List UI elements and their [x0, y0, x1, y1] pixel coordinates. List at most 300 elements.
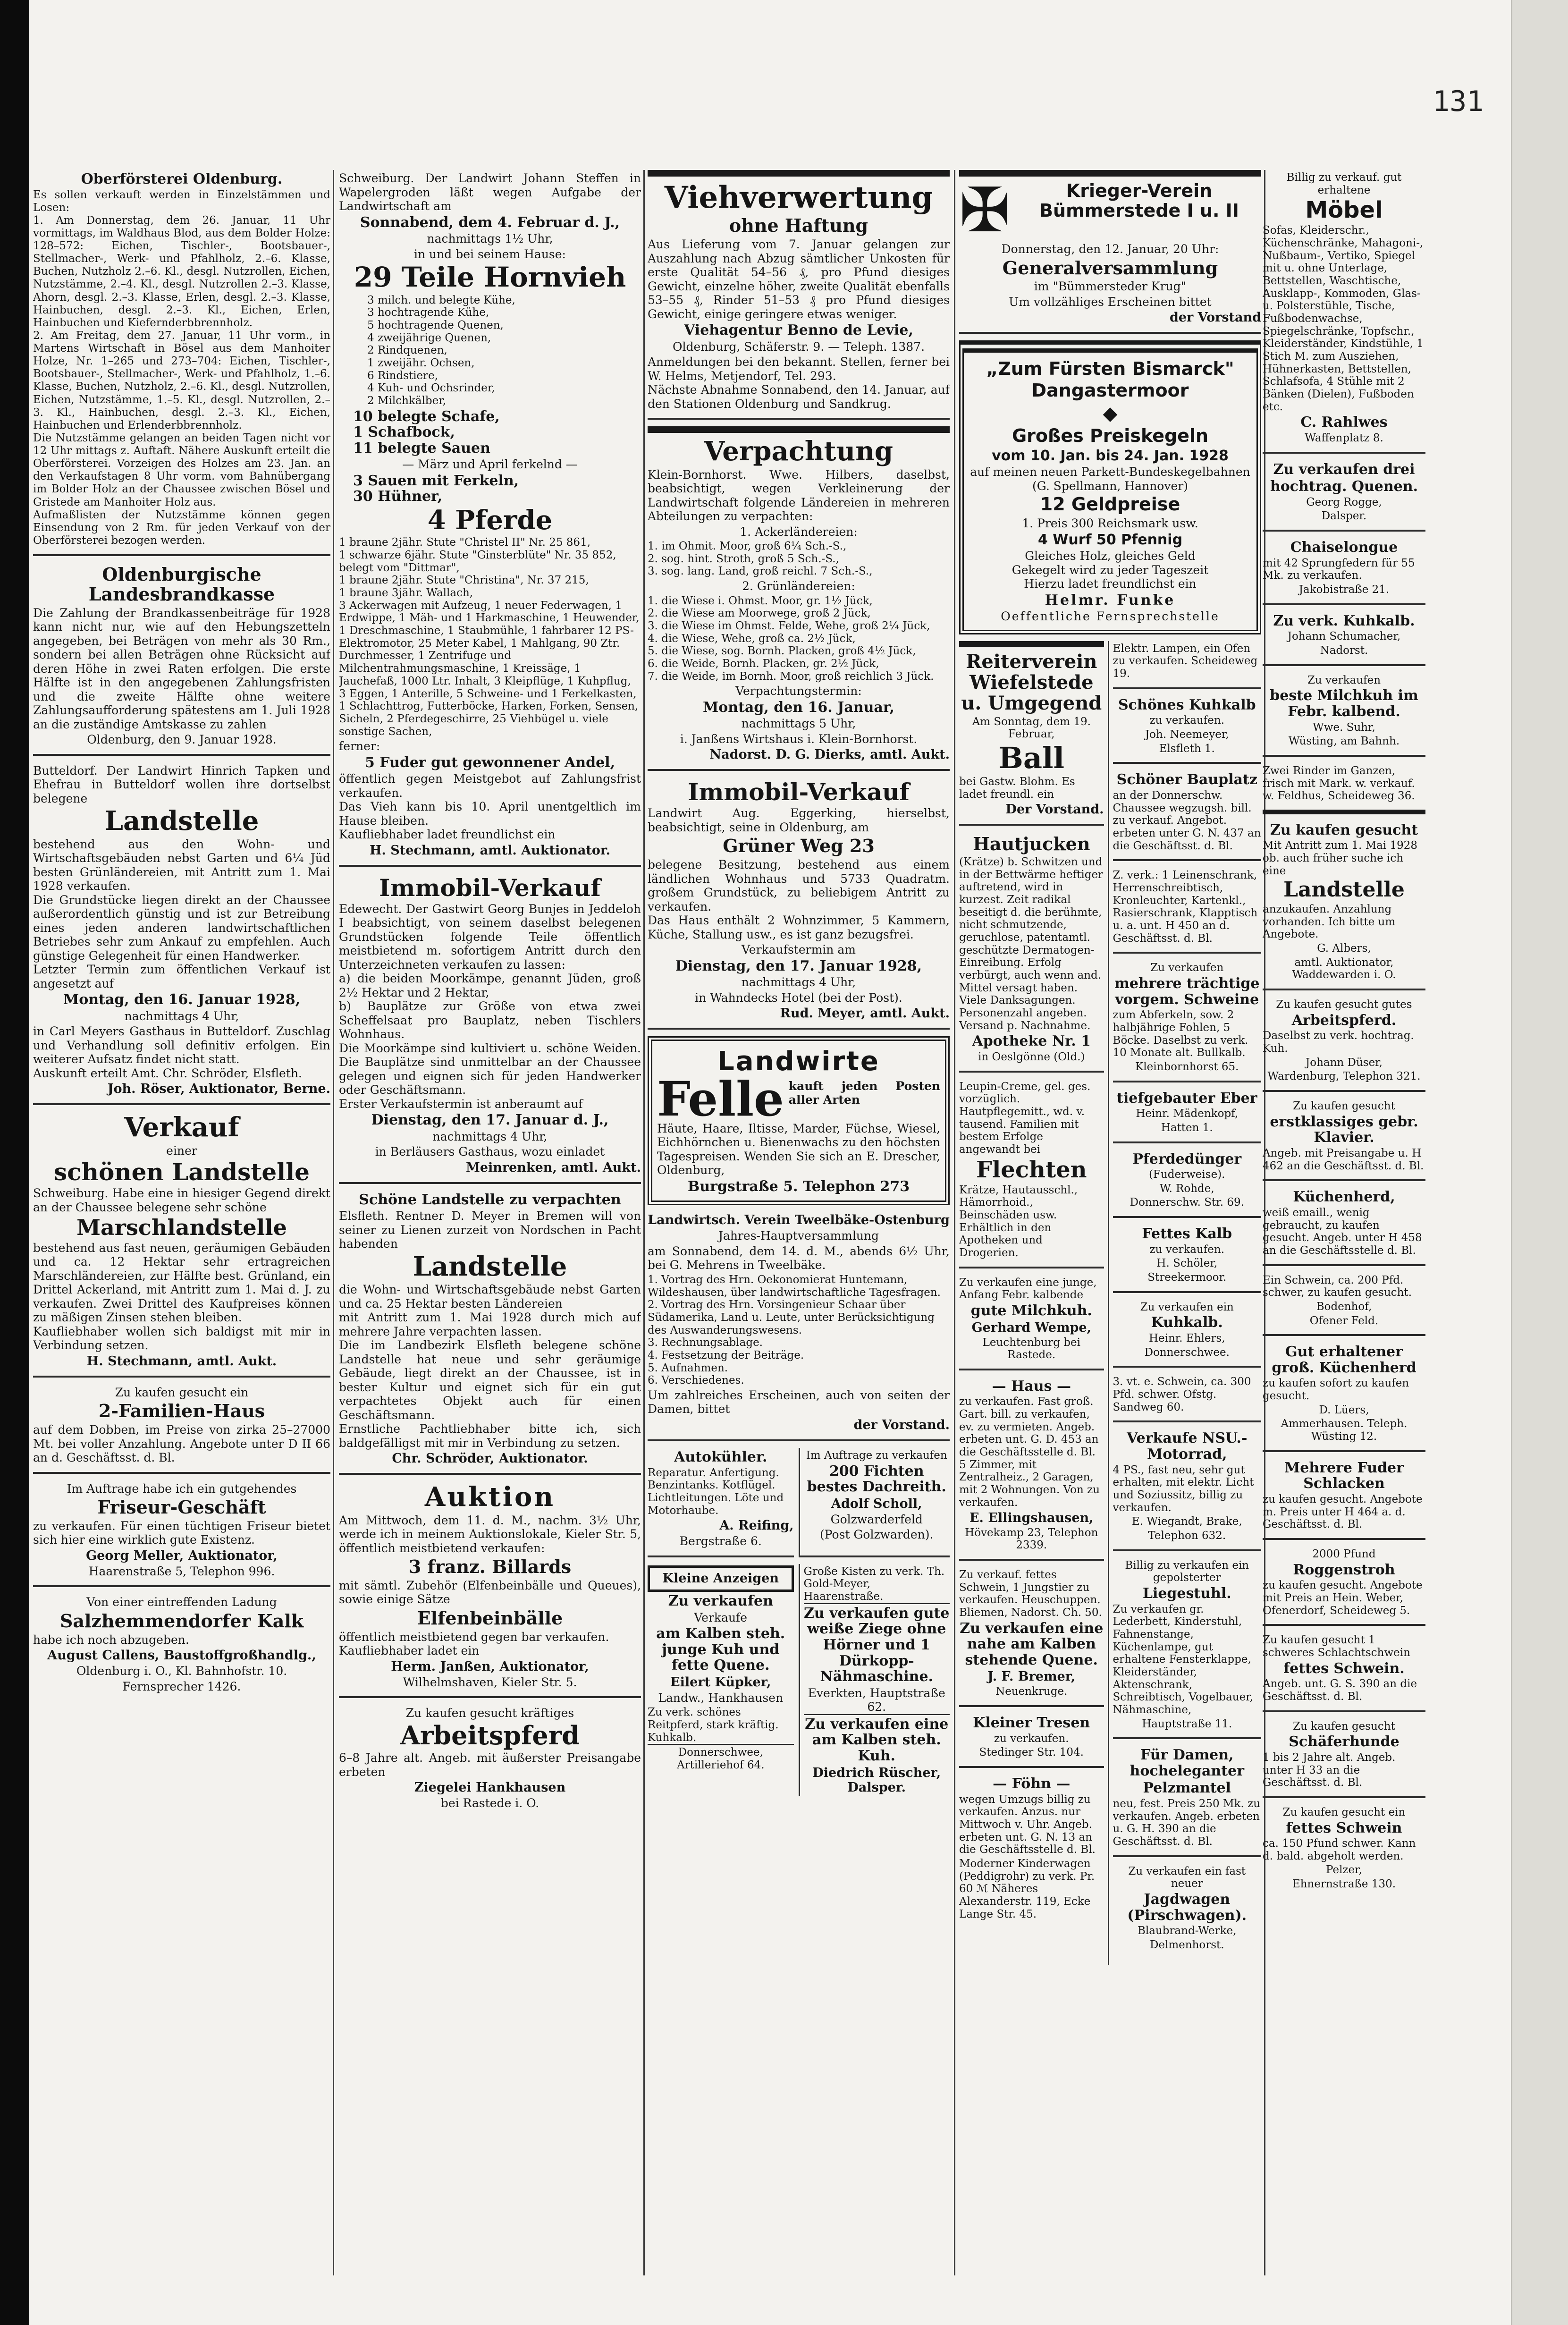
ad-signature: J. F. Bremer,	[987, 1669, 1076, 1684]
ad-signature: Johann Schumacher,	[1287, 630, 1401, 643]
ad-title: fettes Schwein	[1286, 1819, 1402, 1836]
ad-address: Neuenkruge.	[995, 1685, 1068, 1698]
ad-prize3: 4 Wurf 50 Pfennig	[1037, 531, 1183, 548]
ad-items4: 3 Sauen mit Ferkeln, 30 Hühner,	[353, 472, 519, 505]
ad-address: Telephon 632.	[1148, 1529, 1226, 1542]
ad-address2: Donnerschwee, Artilleriehof 64.	[676, 1746, 765, 1772]
ad-address: Hauptstraße 11.	[1142, 1717, 1232, 1730]
ad-leinenschrank	[1113, 868, 1261, 954]
ad-signature: A. Reifing,	[719, 1518, 794, 1533]
ad-title2: Landstelle	[1283, 878, 1405, 902]
ad-body: Aus Lieferung vom 7. Januar gelangen zur Auszahlung nach Abzug sämtlicher Unkosten für erste Qualität 54–56 ₰, pro Pfund diesiges Gewicht, einzelne höher, zweite Qualität ebenfalls 53–55 ₰, Rinder 51–53 ₰ pro Pfund diesiges Gewicht, einige geringere etwas weniger.	[648, 237, 950, 321]
ad-signature: H. Schöler,	[1156, 1257, 1218, 1270]
ad-address: Golzwarderfeld	[830, 1512, 923, 1526]
ad-title: Immobil-Verkauf	[688, 778, 910, 806]
ad-signature: Pelzer,	[1326, 1864, 1362, 1877]
ad-title: Hautjucken	[973, 833, 1090, 855]
ad-title: Schäferhunde	[1289, 1733, 1399, 1750]
ad-body2: Gleiches Holz, gleiches Geld Gekegelt wird zu jeder Tageszeit Hierzu ladet freundlichst ein	[1012, 549, 1209, 591]
ad-body: Um vollzähliges Erscheinen bittet	[1009, 295, 1212, 309]
ad-date: Sonnabend, dem 4. Februar d. J.,	[360, 214, 620, 231]
ad-body: 4 PS., fast neu, sehr gut erhalten, mit elektr. Licht und Soziussitz, billig zu verkaufen.	[1113, 1463, 1254, 1514]
ad-body: zu verkaufen.	[1149, 1243, 1225, 1256]
ad-signature: Johann Düser,	[1306, 1056, 1383, 1069]
ad-title: Pferdedünger	[1132, 1150, 1242, 1167]
ad-signature: Herm. Janßen, Auktionator,	[391, 1659, 589, 1674]
ad-immobil-verkauf	[648, 778, 950, 1030]
ad-body: auf meinen neuen Parkett-Bundeskegelbahnen (G. Spellmann, Hannover)	[970, 465, 1250, 493]
ad-title: tiefgebauter Eber	[1117, 1090, 1257, 1107]
ad-roggenstroh	[1263, 1547, 1425, 1626]
ad-title2: Generalversammlung	[1002, 257, 1218, 279]
ad-intro: Zu verkaufen eine junge, Anfang Febr. kalbende	[959, 1276, 1097, 1302]
ad-place: in Berläusers Gasthaus, wozu einladet	[375, 1145, 605, 1159]
col4-right	[1108, 641, 1261, 1965]
ad-address: Delmenhorst.	[1149, 1938, 1224, 1951]
ad-title3: Marschlandstelle	[76, 1215, 287, 1240]
ad-body2: Anmeldungen bei den bekannt. Stellen, ferner bei W. Helms, Metjendorf, Tel. 293. Nächste Abnahme Sonnabend, den 14. Januar, auf den Stationen Oldenburg und Sandkrug.	[648, 355, 950, 411]
ad-liegestuhl	[1113, 1558, 1261, 1740]
ad-title: Jagdwagen (Pirschwagen).	[1127, 1891, 1247, 1924]
ad-intro: Billig zu verkauf. gut erhaltene	[1286, 171, 1402, 196]
ad-kuechenherd-gross	[1263, 1343, 1425, 1452]
ad-body: öffentlich gegen Meistgebot auf Zahlungsfrist verkaufen. Das Vieh kann bis 10. April unentgeltlich im Hause bleiben. Kaufliebhaber ladet freundlichst ein	[339, 772, 641, 842]
column-rule	[333, 170, 334, 2275]
ad-intro: Zu kaufen gesucht	[1293, 1720, 1395, 1733]
ad-title: Chaiselongue	[1290, 539, 1398, 556]
ad-body: neu, fest. Preis 250 Mk. zu verkaufen. Angeb. erbeten u. G. H. 390 an die Geschäftsst. d. Bl.	[1113, 1798, 1261, 1848]
ad-date: Dienstag, den 17. Januar 1928,	[675, 957, 922, 974]
ad-title: Arbeitspferd.	[1291, 1012, 1397, 1029]
ad-body: bei Gastw. Blohm. Es ladet freundl. ein	[959, 775, 1075, 801]
ad-title2: 4 Pferde	[427, 505, 553, 536]
ad-items3: — März und April ferkelnd —	[402, 457, 578, 472]
iron-cross-icon: ✠	[959, 179, 1011, 241]
ad-body: Am Mittwoch, dem 11. d. M., nachm. 3½ Uhr, werde ich in meinem Auktionslokale, Kieler Str. 5, öffentlich meistbietend verkaufen:	[339, 1513, 641, 1555]
ad-body: zu kaufen sofort zu kaufen gesucht.	[1263, 1377, 1409, 1403]
ad-sub: einer	[166, 1143, 197, 1158]
ad-time: nachmittags 5 Uhr,	[741, 717, 856, 731]
ad-title: — Föhn —	[993, 1775, 1071, 1792]
kleine-left	[648, 1564, 794, 1796]
ad-intro: Butteldorf. Der Landwirt Hinrich Tapken und Ehefrau in Butteldorf wollen ihre dortselbst belegene	[33, 763, 330, 805]
ad-list1-heading: 1. Ackerländereien:	[740, 524, 858, 539]
ad-title: Mehrere Fuder Schlacken	[1284, 1459, 1404, 1492]
ad-friseur	[33, 1480, 330, 1588]
ad-body: mit 42 Sprungfedern für 55 Mk. zu verkaufen.	[1263, 557, 1415, 582]
ad-signature: der Vorstand	[1169, 310, 1261, 325]
ad-address: Waffenplatz 8.	[1305, 431, 1383, 444]
ad-body2: mit sämtl. Zubehör (Elfenbeinbälle und Queues), sowie einige Sätze	[339, 1578, 641, 1606]
ad-bauplatz	[1113, 770, 1261, 861]
ad-signature: Helmr. Funke	[1045, 592, 1176, 609]
ad-intro: Zu verkaufen	[1150, 962, 1224, 974]
ad-title: Zu verk. Kuhkalb.	[1273, 612, 1415, 629]
ad-address: Ofener Feld.	[1309, 1314, 1379, 1327]
ad-kuhkalb2	[1113, 1300, 1261, 1368]
ad-felle	[648, 1036, 950, 1205]
ad-intro: Billig zu verkaufen ein gepolsterter	[1125, 1559, 1249, 1584]
ad-date: Donnerstag, den 12. Januar, 20 Uhr:	[1001, 242, 1219, 256]
ad-address: Everkten, Hauptstraße 62.	[804, 1686, 950, 1715]
ad-place: i. Janßens Wirtshaus i. Klein-Bornhorst.	[680, 732, 918, 746]
ad-signature: Joh. Röser, Auktionator, Berne.	[107, 1082, 330, 1097]
ad-prize2: 1. Preis 300 Reichsmark usw.	[1022, 516, 1198, 531]
ad-kuhkalb-verk	[1263, 612, 1425, 666]
ad-agency: Viehagentur Benno de Levie,	[684, 322, 913, 339]
ad-signature: Eilert Küpker,	[670, 1674, 771, 1690]
ad-tresen	[959, 1714, 1104, 1768]
krieger-head	[959, 179, 1261, 241]
ad-schlacken	[1263, 1459, 1425, 1540]
ad-body: Mit Antritt zum 1. Mai 1928 ob. auch früher suche ich eine	[1263, 839, 1418, 877]
ad-title: — Haus —	[992, 1378, 1071, 1395]
ad-signature: W. Rohde,	[1159, 1182, 1214, 1195]
page-edge-right	[1511, 0, 1568, 2325]
ad-motorrad	[1113, 1429, 1261, 1551]
ad-title: Kuhkalb.	[1151, 1314, 1223, 1331]
ad-list2-heading: 2. Grünländereien:	[742, 579, 855, 593]
ad-milchkuh	[959, 1275, 1104, 1370]
ad-body: habe ich noch abzugeben.	[33, 1632, 189, 1647]
column-3	[648, 170, 950, 2275]
ad-body: Elektr. Lampen, ein Ofen zu verkaufen. Scheideweg 19.	[1113, 642, 1258, 680]
ad-signature: Joh. Neemeyer,	[1145, 728, 1229, 741]
column-4	[959, 170, 1261, 2275]
ad-title: Immobil-Verkauf	[379, 873, 601, 902]
ad-title: Verpachtung	[704, 436, 894, 467]
ad-body: die Wohn- und Wirtschaftsgebäude nebst Garten und ca. 25 Hektar besten Ländereien mit Antritt zum 1. Mai 1928 durch mich auf mehrere Jahre verpachten lassen. Die im Landbezirk Elsfleth belegene schöne Landstelle hat neue und sehr geräumige Gebäude, liegt direkt an der Chaussee, ist in bester Kultur und eignet sich für ein gut verpachtetes Objekt auch für einen Geschäftsmann. Ernstliche Pachtliebhaber bitte ich, sich baldgefälligst mit mir in Verbindung zu setzen.	[339, 1283, 641, 1450]
ad-title: 200 Fichten bestes Dachreith.	[807, 1463, 946, 1496]
ad-title: am Kalben steh. junge Kuh und fette Quene.	[656, 1625, 785, 1674]
ad-signature: G. Albers,	[1317, 942, 1371, 955]
ad-verkauf	[33, 1112, 330, 1378]
ad-body: Um zahlreiches Erscheinen, auch von seiten der Damen, bittet	[648, 1388, 950, 1416]
ad-body2: in Carl Meyers Gasthaus in Butteldorf. Zuschlag und Verhandlung soll definitiv erfolgen. Ein weiterer Aufsatz findet nicht statt. Auskunft erteilt Amt. Chr. Schröder, Elsfleth.	[33, 1024, 330, 1080]
ad-address: Hövekamp 23, Telephon 2339.	[965, 1526, 1098, 1552]
ad-schweine	[1113, 960, 1261, 1082]
ad-hornvieh	[339, 170, 641, 867]
diamond-icon: ◆	[1103, 402, 1118, 424]
ad-body: (Fuderweise).	[1149, 1168, 1225, 1181]
ad-body: Z. verk.: 1 Leinenschrank, Herrenschreibtisch, Kronleuchter, Kartenkl., Rasierschrank, Klapptisch u. a. unt. H 450 an d. Geschäftsst. d. Bl.	[1113, 869, 1258, 945]
column-5	[1263, 170, 1425, 2275]
ad-intro: Zu verkaufen	[1307, 674, 1381, 686]
ad-body: Die Zahlung der Brandkassenbeiträge für 1928 kann nicht nur, wie auf den Hebungszetteln angegeben, bei Beträgen von mehr als 30 Rm., sondern bei allen Beträgen ohne Rücksicht auf deren Höhe in zwei Raten erfolgen. Die erste Hälfte ist in den angegebenen Zahlungsfristen und die zweite Hälfte ohne weitere Zahlungsaufforderung spätestens am 1. Juli 1928 an die zuständige Amtskasse zu zahlen	[33, 606, 330, 731]
ad-beste-milchkuh	[1263, 673, 1425, 757]
ad-signature: Heinr. Mädenkopf,	[1136, 1108, 1239, 1120]
felle-row	[657, 1078, 940, 1120]
ad-intro: Zu verkauf. fettes Schwein, 1 Jungstier zu verkaufen. Heuschuppen. Bliemen, Nadorst. Ch. 50.	[959, 1568, 1102, 1619]
ad-title: Arbeitspferd	[400, 1720, 580, 1750]
ad-ball: Ball	[998, 741, 1065, 776]
ad-title: erstklassiges gebr. Klavier.	[1270, 1113, 1418, 1146]
ad-prize: 12 Geldpreise	[1040, 494, 1180, 515]
ad-body3: öffentlich meistbietend gegen bar verkaufen. Kaufliebhaber ladet ein	[339, 1630, 609, 1658]
column-rule	[954, 170, 955, 2275]
ad-place: in Wahndecks Hotel (bei der Post).	[695, 990, 902, 1005]
ad-verein-tweelbaeke	[648, 1212, 950, 1441]
ad-address: Leuchtenburg bei Rastede.	[982, 1336, 1080, 1361]
ad-list1: 1. im Ohmit. Moor, groß 6¼ Sch.-S., 2. sog. hint. Stroth, groß 5 Sch.-S., 3. sog. lang. Land, groß reichl. 7 Sch.-S.,	[648, 540, 873, 578]
ad-body: Zu kaufen gesucht 1 schweres Schlachtschwein	[1263, 1634, 1410, 1659]
ad-signature: Heinr. Ehlers,	[1148, 1332, 1225, 1345]
ad-foehn	[959, 1775, 1104, 1928]
ad-date: Montag, den 16. Januar 1928,	[63, 991, 301, 1008]
ad-title: Kleiner Tresen	[973, 1714, 1090, 1731]
ad-intro: Im Auftrage habe ich ein gutgehendes	[67, 1481, 297, 1496]
ad-title: Verkauf	[124, 1112, 239, 1143]
ad-title: 29 Teile Hornvieh	[354, 261, 626, 294]
ad-title: Zu kaufen gesucht	[1270, 821, 1418, 838]
ad-address: Kleinbornhorst 65.	[1135, 1060, 1239, 1073]
ad-time: nachmittags 4 Uhr,	[741, 975, 856, 989]
ad-intro: Zu verkaufen ein	[1140, 1301, 1234, 1313]
ad-list2: 1. die Wiese i. Ohmst. Moor, gr. 1½ Jück, 2. die Wiese am Moorwege, groß 2 Jück, 3. die Wiese im Ohmst. Felde, Wehe, groß 2¼ Jück, 4. die Wiese, Wehe, groß ca. 2½ Jück, 5. die Wiese, sog. Bornh. Placken, groß 4½ Jück, 6. die Weide, Bornh. Placken, gr. 2½ Jück, 7. die Weide, im Bornh. Moor, groß reichlich 3 Jück.	[648, 594, 934, 683]
ad-title: Oberförsterei Oldenburg.	[81, 171, 283, 187]
ad-address2: (Post Golzwarden).	[820, 1528, 934, 1542]
ad-address: in Oeslgönne (Old.)	[978, 1050, 1085, 1063]
ad-big-word: Felle	[657, 1077, 784, 1120]
ad-signature: Diedrich Rüscher, Dalsper.	[812, 1765, 941, 1795]
ad-signature: Georg Rogge,	[1306, 496, 1382, 508]
ad-ferner: ferner:	[339, 739, 380, 753]
ad-address: Landw., Hankhausen	[658, 1691, 784, 1705]
ad-hay: 5 Fuder gut gewonnener Andel,	[364, 754, 615, 771]
ad-address: Nadorst.	[1320, 644, 1368, 657]
ad-title: Landwirtsch. Verein Tweelbäke-Ostenburg	[648, 1213, 950, 1228]
ad-signature: D. Lüers,	[1319, 1403, 1369, 1416]
ad-title: Landstelle	[104, 805, 259, 837]
ad-title: Friseur-Geschäft	[97, 1496, 266, 1518]
ad-address: Oldenburg, Schäferstr. 9. — Teleph. 1387.	[672, 339, 925, 354]
ad-address: Oldenburg i. O., Kl. Bahnhofstr. 10.	[76, 1664, 287, 1678]
page-edge-left	[0, 0, 29, 2325]
ad-oberfoersterei	[33, 170, 330, 556]
column-2	[339, 170, 641, 2275]
ad-address: bei Rastede i. O.	[440, 1796, 540, 1810]
ad-immobil	[339, 873, 641, 1184]
ad-termin: Verpachtungstermin:	[735, 684, 862, 698]
ad-signature: August Callens, Baustoffgroßhandlg.,	[47, 1648, 316, 1663]
ad-intro: Landwirt Aug. Eggerking, hierselbst, beabsichtigt, seine in Oldenburg, am	[648, 806, 950, 834]
ad-fettes-schwein	[1263, 1632, 1425, 1712]
ad-intro: Schweiburg. Habe eine in hiesiger Gegend direkt an der Chaussee belegene sehr schöne	[33, 1186, 330, 1214]
ad-chaiselongue	[1263, 538, 1425, 605]
ad-signature: Apotheke Nr. 1	[972, 1033, 1091, 1050]
ad-arbeitspferd	[339, 1705, 641, 1817]
ad-address: Haarenstraße 5, Telephon 996.	[88, 1564, 275, 1578]
ad-body: ca. 150 Pfund schwer. Kann d. bald. abgeholt werden.	[1263, 1837, 1416, 1862]
ad-body: Krätze, Hautausschl., Hämorrhoid., Beinschäden usw. Erhältlich in den Apotheken und Drogerien.	[959, 1184, 1078, 1259]
ad-signature: H. Stechmann, amtl. Aukt.	[86, 1353, 277, 1369]
row-kleine-anzeigen	[648, 1564, 950, 1796]
ad-body: Häute, Haare, Iltisse, Marder, Füchse, Wiesel, Eichhörnchen u. Bienenwachs zu den höchsten Tagespreisen. Wenden Sie sich an E. Drescher, Oldenburg,	[657, 1121, 940, 1177]
ad-time: nachmittags 4 Uhr,	[124, 1009, 239, 1023]
ad-body: Edewecht. Der Gastwirt Georg Bunjes in Jeddeloh I beabsichtigt, von seinem daselbst belegenen Grundstücken folgende Teile öffentlich meistbietend m. sofortigem Antritt durch den Unterzeichneten verkaufen zu lassen: a) die beiden Moorkämpe, genannt Jüden, groß 2½ Hektar und 2 Hektar, b) Bauplätze zur Größe von etwa zwei Scheffelsaat pro Bauplatz, neben Tischlers Wohnhaus. Die Moorkämpe sind kultiviert u. schöne Weiden. Die Bauplätze sind unmittelbar an der Chaussee gelegen und eignen sich für jeden Handwerker oder Geschäftsmann. Erster Verkaufstermin ist anberaumt auf	[339, 902, 641, 1111]
ad-title2: Großes Preiskegeln	[1012, 425, 1209, 446]
ad-body: an der Donnerschw. Chaussee wegzugsh. bill. zu verkauf. Angebot. erbeten unter G. N. 437 an die Geschäftsst. d. Bl.	[1113, 789, 1261, 852]
ad-body: Zu verkaufen gr. Lederbett, Kinderstuhl, Fahnenstange, Küchenlampe, gut erhaltene Fensterklappe, Kleiderständer, Aktenschrank, Schreibtisch, Vogelbauer, Nähmaschine,	[1113, 1603, 1254, 1716]
ad-landstelle-verpachten	[339, 1191, 641, 1475]
ad-flechten	[959, 1079, 1104, 1268]
ad-signature: H. Stechmann, amtl. Auktionator.	[369, 843, 611, 858]
ad-klavier	[1263, 1099, 1425, 1181]
ad-body: weiß emaill., wenig gebraucht, zu kaufen gesucht. Angeb. unter H 458 an die Geschäftsstelle d. Bl.	[1263, 1206, 1422, 1257]
ad-body: Sofas, Kleiderschr., Küchenschränke, Mahagoni-, Nußbaum-, Vertiko, Spiegel mit u. ohne Unterlage, Bettstellen, Waschtische, Ausklapp-, Kommoden, Glas- u. Polsterstühle, Tische, Fußbodenwachse, Spiegelschränke, Topfschr., Kleiderständer, Kindstühle, 1 Stich M. zum Ausziehen, Hühnerkasten, Bettstellen, Schlafsofa, 4 Stühle mit 2 Bänken (Dielen), Fußboden etc.	[1263, 224, 1424, 413]
ad-address: Donnerschw. Str. 69.	[1130, 1196, 1244, 1209]
ad-intro: Zu kaufen gesucht gutes	[1276, 998, 1412, 1011]
ad-intro: Zu kaufen gesucht ein	[115, 1385, 249, 1399]
ad-pelzmantel	[1113, 1746, 1261, 1857]
ad-reiterverein	[959, 641, 1104, 826]
ad-address: Elsfleth 1.	[1159, 742, 1215, 755]
column-rule	[643, 170, 645, 2275]
ad-body: zu verkaufen.	[1149, 714, 1225, 727]
ad-viehverwertung	[648, 170, 950, 420]
ad-address: Burgstraße 5. Telephon 273	[687, 1178, 910, 1195]
ad-street: Grüner Weg 23	[723, 835, 875, 857]
ad-pre: 2000 Pfund	[1312, 1548, 1376, 1560]
ad-title: Krieger-Verein Bümmerstede I u. II	[1039, 180, 1239, 221]
ad-intro2: Elsfleth. Rentner D. Meyer in Bremen will von seiner zu Lienen zurzeit von Nordschen in Pacht habenden	[339, 1209, 641, 1251]
ad-hautjucken	[959, 832, 1104, 1072]
ad-title: Für Damen, hocheleganter	[1130, 1747, 1244, 1779]
ad-fichten	[799, 1448, 950, 1557]
ad-signature: Wwe. Suhr,	[1313, 721, 1375, 734]
ad-sub: ohne Haftung	[729, 215, 868, 237]
ad-intro: Zu kaufen gesucht kräftiges	[405, 1706, 574, 1720]
ad-body2: Angeb. unt. G. S. 390 an die Geschäftsst. d. Bl.	[1263, 1678, 1417, 1703]
ad-signature: der Vorstand.	[853, 1417, 950, 1432]
ad-title2: Pelzmantel	[1143, 1780, 1231, 1797]
ad-intro: Zu verkaufen drei	[1273, 461, 1415, 478]
ad-more: Zu verk. schönes Reitpferd, stark kräftig. Kuhkalb.	[648, 1706, 794, 1745]
ad-footer: Oldenburg, den 9. Januar 1928.	[87, 733, 277, 747]
ad-title: Zu verkaufen eine nahe am Kalben stehende Quene.	[960, 1620, 1104, 1668]
row-autokuehler-fichten	[648, 1448, 950, 1564]
ad-body: Angeb. mit Preisangabe u. H 462 an die Geschäftsst. d. Bl.	[1263, 1147, 1424, 1172]
ad-elfenbein: Elfenbeinbälle	[417, 1607, 563, 1629]
ad-intro: Schweiburg. Der Landwirt Johann Steffen in Wapelergroden läßt wegen Aufgabe der Landwirtschaft am	[339, 171, 641, 213]
ad-title: gute Milchkuh.	[970, 1302, 1092, 1319]
ad-kalk	[33, 1594, 330, 1700]
ad-signature: C. Rahlwes	[1300, 414, 1388, 431]
ad-body: bestehend aus fast neuen, geräumigen Gebäuden und ca. 12 Hektar sehr ertragreichen Marschländereien, zur Hälfte best. Grünland, ein Drittel Ackerland, mit Antritt zum 1. Mai d. J. zu verkaufen. Zwei Drittel des Kaufpreises können zu mäßigen Zinsen stehen bleiben. Kaufliebhaber wollen sich baldigst mit mir in Verbindung setzen.	[33, 1241, 330, 1353]
ad-body2: anzukaufen. Anzahlung vorhanden. Ich bitte um Angebote.	[1263, 903, 1396, 941]
ad-address: Ammerhausen. Teleph. Wüsting 12.	[1281, 1418, 1408, 1443]
ad-date: Dienstag, den 17. Januar d. J.,	[371, 1112, 609, 1129]
ad-moebel	[1263, 170, 1425, 454]
ad-horses: 1 braune 2jähr. Stute "Christel II" Nr. 25 861, 1 schwarze 6jähr. Stute "Ginsterblüte" Nr. 35 852, belegt vom "Dittmar", 1 braune 2jähr. Stute "Christina", Nr. 37 215, 1 braune 3jähr. Wallach, 3 Ackerwagen mit Aufzeug, 1 neuer Federwagen, 1 Erdwippe, 1 Mäh- und 1 Harkmaschine, 1 Heuwender, 1 Dreschmaschine, 1 Staubmühle, 1 fahrbarer 12 PS-Elektromotor, 25 Meter Kabel, 1 Mahlgang, 90 Ztr. Durchmesser, 1 Zentrifuge und Milchentrahmungsmaschine, 1 Kreissäge, 1 Jauchefaß, 1000 Ltr. Inhalt, 3 Kleipflüge, 1 Kuhpflug, 3 Eggen, 1 Anterille, 5 Schweine- und 1 Ferkelkasten, 1 Schlachttrog, Futterböcke, Harken, Forken, Sensen, Sicheln, 2 Pferdegeschirre, 25 Viehbügel u. viele sonstige Sachen,	[339, 536, 640, 738]
ad-ziege: Zu verkaufen gute weiße Ziege ohne Hörner und 1 Dürkopp-Nähmaschine.	[804, 1605, 950, 1685]
ad-side: kauft jeden Posten aller Arten	[788, 1079, 940, 1107]
ad-items2: 10 belegte Schafe, 1 Schafbock, 11 belegte Sauen	[353, 408, 500, 457]
ad-intro: Leupin-Creme, gel. ges. vorzüglich. Hautpflegemitt., wd. v. tausend. Familien mit bestem Erfolge angewandt bei	[959, 1080, 1091, 1156]
ad-haus	[959, 1377, 1104, 1561]
ad-body: 1 bis 2 Jahre alt. Angeb. unter H 33 an die Geschäftsst. d. Bl.	[1263, 1751, 1396, 1789]
ad-schwein	[1113, 1374, 1261, 1422]
ad-body: auf dem Dobben, im Preise von zirka 25–27000 Mt. bei voller Anzahlung. Angebote unter D II 66 an d. Geschäftsst. d. Bl.	[33, 1423, 330, 1465]
ad-intro: Zu kaufen gesucht ein	[1282, 1806, 1406, 1818]
ad-title: Möbel	[1305, 197, 1383, 224]
ad-title: Schöner Bauplatz	[1116, 771, 1257, 788]
ad-body: zu kaufen gesucht. Angebote m. Preis unter H 464 a. d. Geschäftsst. d. Bl.	[1263, 1493, 1423, 1531]
ad-address: Wilhelmshaven, Kieler Str. 5.	[403, 1675, 577, 1689]
ad-place: Dangastermoor	[1031, 380, 1189, 401]
ad-auktion	[339, 1481, 641, 1698]
ad-signature: Ziegelei Hankhausen	[414, 1780, 566, 1795]
ad-body: zu verkaufen. Fast groß. Gart. bill. zu verkaufen, ev. zu vermieten. Angeb. erbeten unt. G. D. 453 an die Geschäftsstelle d. Bl. 5 Zimmer, mit Zentralheiz., 2 Garagen, mit 2 Wohnungen. Von zu verkaufen.	[959, 1395, 1100, 1509]
ad-intro: Verkaufe	[694, 1610, 748, 1624]
ad-kuechenherd	[1263, 1188, 1425, 1266]
ad-title: Autokühler.	[674, 1448, 767, 1465]
ad-kuh: Zu verkaufen eine am Kalben steh. Kuh.	[805, 1716, 949, 1764]
ad-fuersten-bismarck	[959, 340, 1261, 634]
ad-body: zum Abferkeln, sow. 2 halbjährige Fohlen, 5 Böcke. Daselbst zu verk. 10 Monate alt. Bullkalb.	[1113, 1009, 1248, 1059]
ad-title: Oldenburgische Landesbrandkasse	[88, 564, 275, 605]
ad-body: zu verkaufen.	[994, 1732, 1069, 1745]
ad-body: belegene Besitzung, bestehend aus einem ländlichen Wohnhaus und 5733 Quadratm. großem Grundstück, zu beliebigem Antritt zu verkaufen. Das Haus enthält 2 Wohnzimmer, 5 Kammern, Küche, Stallung usw., es ist ganz bezugsfrei.	[648, 858, 950, 941]
ad-body: Daselbst zu verk. hochtrag. Kuh.	[1263, 1030, 1414, 1055]
ad-address: Wardenburg, Telephon 321.	[1267, 1070, 1421, 1083]
ad-items: 3 milch. und belegte Kühe, 3 hochtragende Kühe, 5 hochtragende Quenen, 4 zweijährige Quenen, 2 Rindquenen, 1 zweijähr. Ochsen, 6 Rindstiere, 4 Kuh- und Ochsrinder, 2 Milchkälber,	[367, 294, 515, 407]
ad-landstelle	[33, 762, 330, 1105]
ad-schaeferhunde	[1263, 1719, 1425, 1798]
ad-intro: Im Auftrage zu verkaufen	[806, 1449, 947, 1462]
ad-intro: am Sonnabend, dem 14. d. M., abends 6½ Uhr, bei G. Mehrens in Tweelbäke.	[648, 1244, 950, 1272]
ad-rinder	[1263, 763, 1425, 814]
ad-time: nachmittags 4 Uhr,	[432, 1129, 548, 1143]
ad-signature: Chr. Schröder, Auktionator.	[392, 1451, 588, 1466]
ad-pferdeduenger	[1113, 1150, 1261, 1218]
ad-title: „Zum Fürsten Bismarck"	[986, 358, 1234, 380]
ad-intro: Schöne Landstelle zu verpachten	[359, 1191, 621, 1208]
ad-title: Salzhemmendorfer Kalk	[59, 1610, 304, 1632]
ad-title: Liegestuhl.	[1142, 1585, 1231, 1602]
ad-jagdwagen	[1113, 1864, 1261, 1959]
ad-signature: Meinrenken, amtl. Aukt.	[465, 1160, 641, 1175]
ad-body: wegen Umzugs billig zu verkaufen. Anzus. nur Mittwoch v. Uhr. Angeb. erbeten unt. G. N. 13 an die Geschäftsstelle d. Bl.	[959, 1793, 1096, 1856]
ad-krieger-verein	[959, 170, 1261, 334]
page-number: 131	[1433, 85, 1484, 118]
ad-address: Streekermoor.	[1147, 1271, 1227, 1284]
ad-title: Verkaufe NSU.-Motorrad,	[1127, 1430, 1248, 1463]
ad-address: Dalsper.	[1321, 510, 1367, 523]
ad-kuhkalb	[1113, 696, 1261, 764]
ad-address: Ehnernstraße 130.	[1292, 1878, 1396, 1891]
ad-familienhaus	[33, 1384, 330, 1474]
ad-quenen-drei	[1263, 460, 1425, 532]
col4-left	[959, 641, 1104, 1965]
ad-signature: Adolf Scholl,	[831, 1496, 922, 1511]
ad-address: Stedinger Str. 104.	[979, 1746, 1084, 1759]
ad-signature: E. Wiegandt, Brake,	[1131, 1515, 1242, 1528]
ad-arbeitspferd-gesucht	[1263, 997, 1425, 1092]
ad-title2: schönen Landstelle	[54, 1158, 310, 1186]
ad-body: Ein Schwein, ca. 200 Pfd. schwer, zu kaufen gesucht.	[1263, 1274, 1412, 1299]
ad-signature: Bodenhof,	[1316, 1300, 1372, 1313]
ad-signature: Blaubrand-Werke,	[1138, 1925, 1237, 1937]
ad-kisten: Große Kisten zu verk. Th. Gold-Meyer, Haarenstraße.	[804, 1565, 950, 1604]
kleine-anzeigen-heading: Kleine Anzeigen	[648, 1565, 794, 1592]
ad-title: Schönes Kuhkalb	[1118, 696, 1256, 713]
ad-title: Auktion	[424, 1481, 556, 1513]
ad-signature: Nadorst. D. G. Dierks, amtl. Aukt.	[709, 747, 950, 762]
ad-title: Fettes Kalb	[1142, 1226, 1232, 1243]
ad-schwein-gesucht	[1263, 1273, 1425, 1336]
ad-body: zu verkaufen. Für einen tüchtigen Friseur bietet sich hier eine wirklich gute Existenz.	[33, 1519, 330, 1547]
